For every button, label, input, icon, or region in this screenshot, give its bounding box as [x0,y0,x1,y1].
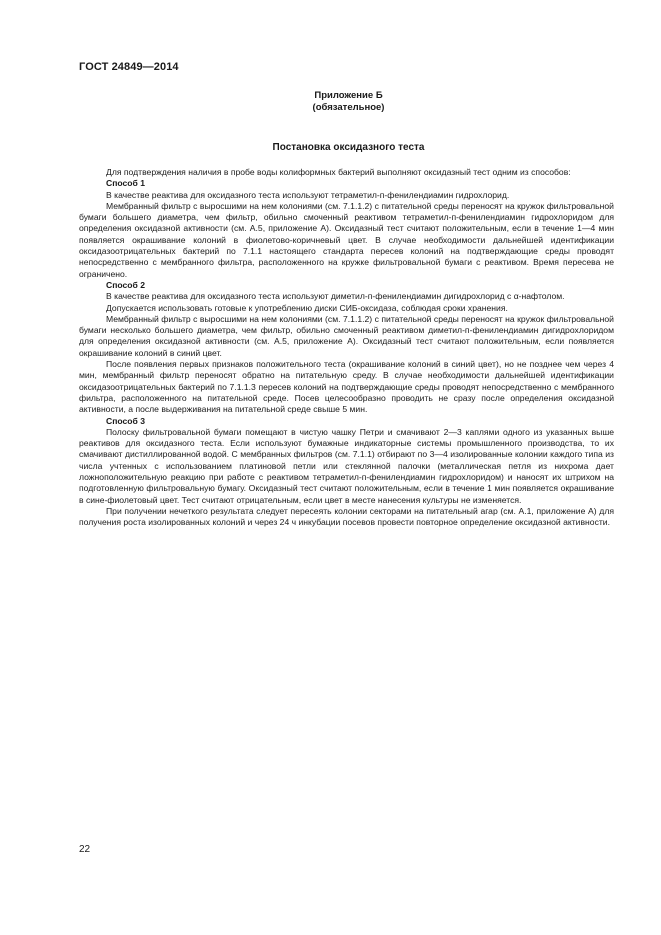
paragraph: В качестве реактива для оксидазного теста используют тетраметил-п-фенилендиамин гидрохлорид. [106,189,510,200]
paragraph: Мембранный фильтр с выросшими на нем колониями (см. 7.1.1.2) с питательной среды переносят на кружок фильтровальной бумаги большего диаметра, чем фильтр, обильно смоченный реактивом тетраметил-п-фенилендиамин гидрохлоридом для определения оксидазной активности (см. А.5, приложение А). Оксидазный тест считают положительным, если в течение 1—4 мин появляется окрашивание колоний в фиолетово-коричневый цвет. В случае необходимости дальнейшей идентификации оксидазоотрицательных бактерий по 7.1.1 настоящего стандарта пересев колоний на подтверждающие среды проводят непосредственно с мембранного фильтра, расположенного на кружке фильтровальной бумаги с реактивом. Время пересева не ограничено. [79,200,614,279]
paragraph-intro: Для подтверждения наличия в пробе воды колиформных бактерий выполняют оксидазный тест одним из способов: [106,167,571,177]
page-number: 22 [79,844,91,855]
standard-header: ГОСТ 24849—2014 [79,61,179,73]
paragraph: Допускается использовать готовые к употреблению диски СИБ-оксидаза, соблюдая сроки хранения. [106,302,508,313]
method-heading-3: Способ 3 [106,415,146,426]
paragraph: Полоску фильтровальной бумаги помещают в чистую чашку Петри и смачивают 2—3 каплями одного из указанных выше реактивов для оксидазного теста. Если используют бумажные индикаторные системы промышленного производства, то их смачивают дистиллированной водой. С мембранных фильтров (см. 7.1.1) отбирают по 3—4 изолированные колонии каждого типа из числа учтенных с использованием платиновой петли или стеклянной палочки (металлическая петля из нихрома дает ложноположительную реакцию при работе с реактивом тетраметил-п-фенилендиамин гидрохлоридом) и наносят их штрихом на подготовленную фильтровальную бумагу. Оксидазный тест считают положительным, если в течение 1 мин появляется окрашивание в сине-фиолетовый цвет. Тест считают отрицательным, если цвет в месте нанесения культуры не изменяется. [79,426,614,505]
annex-status: (обязательное) [312,102,385,113]
body-text [79,167,614,529]
method-heading-2: Способ 2 [106,279,146,290]
paragraph: После появления первых признаков положительного теста (окрашивание колоний в синий цвет), но не позднее чем через 4 мин, мембранный фильтр переносят обратно на питательную среду. В случае необходимости дальнейшей идентификации оксидазоотрицательных бактерий по 7.1.1.3 пересев колоний на подтверждающие среды проводят непосредственно с мембранного фильтра, расположенного на питательной среде. Посев целесообразно проводить не сразу после определения оксидазной активности, а после выдерживания на питательной среде свыше 5 мин. [79,359,614,415]
section-title-block [0,142,661,153]
paragraph: Мембранный фильтр с выросшими на нем колониями (см. 7.1.1.2) с питательной среды переносят на кружок фильтровальной бумаги несколько большего диаметра, чем фильтр, обильно смоченный реактивом диметил-п-фенилендиамин дигидрохлоридом для определения оксидазной активности (см. А.5, приложение А). Оксидазный тест считают положительным, если появляется окрашивание колоний в синий цвет. [79,313,614,358]
section-title: Постановка оксидазного теста [272,142,425,153]
method-heading-1: Способ 1 [106,178,146,189]
annex-title: Приложение Б [314,90,383,101]
paragraph: В качестве реактива для оксидазного теста используют диметил-п-фенилендиамин дигидрохлорид с α-нафтолом. [106,291,565,302]
paragraph: При получении нечеткого результата следует пересеять колонии секторами на питательный агар (см. А.1, приложение А) для получения роста изолированных колоний и через 24 ч инкубации посевов провести повторное определение оксидазной активности. [79,505,614,528]
annex-heading [0,90,661,114]
